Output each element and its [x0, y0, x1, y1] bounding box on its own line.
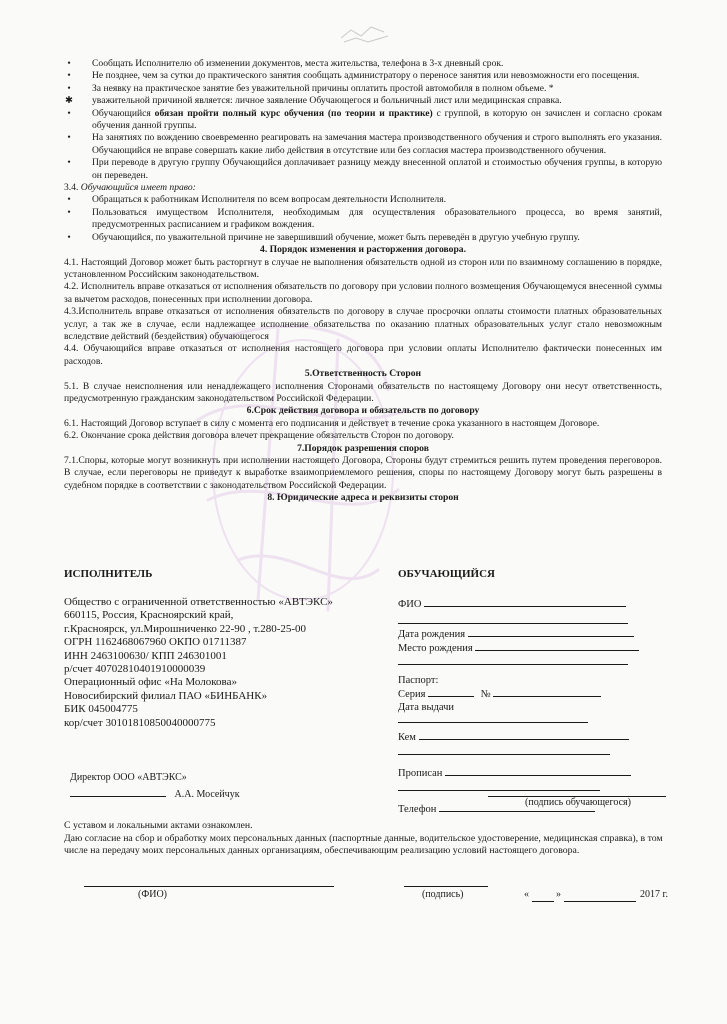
number-label: № — [480, 689, 491, 700]
clause-5-1: 5.1. В случае неисполнения или ненадлежащего исполнения Сторонами обязательств по настоящему Договору они несут ответственность, предусмотренную гражданским законодательством Российской Федерации. — [64, 380, 662, 404]
charter-acknowledged: С уставом и локальными актами ознакомлен. — [64, 820, 253, 831]
bullet-icon: • — [67, 107, 71, 119]
executor-line: Общество с ограниченной ответственностью «АВТЭКС» — [64, 596, 333, 608]
ink-smudge-mark — [336, 18, 396, 48]
issue-date-label: Дата выдачи — [398, 702, 455, 713]
consent-signature-caption: (подпись) — [422, 889, 464, 900]
birth-place-label: Место рождения — [398, 643, 473, 654]
student-signature-block — [488, 786, 668, 808]
number-input-line[interactable] — [493, 686, 601, 697]
bullet-icon: • — [67, 157, 71, 169]
section-6-heading: 6.Срок действия договора и обязательств по договору — [246, 405, 480, 417]
date-open-quote: « — [524, 889, 529, 900]
director-name: А.А. Мосейчук — [174, 789, 240, 800]
executor-line: 660115, Россия, Красноярский край, — [64, 609, 234, 622]
section-8-heading: 8. Юридические адреса и реквизиты сторон — [267, 492, 459, 504]
bullet-icon: • — [67, 82, 71, 94]
section-4-heading: 4. Порядок изменения и расторжения договора. — [260, 244, 466, 256]
executor-line: кор/счет 30101810850040000775 — [64, 716, 216, 729]
section-5-heading: 5.Ответственность Сторон — [304, 368, 422, 380]
issue-date-field — [398, 712, 698, 729]
duty-notify-changes — [64, 58, 662, 70]
consent-fio-line[interactable] — [84, 876, 334, 887]
paragraph-text: Не позднее, чем за сутки до практического занятия сообщать администратору о переносе занятия или невозможности его посещения. — [92, 70, 640, 82]
right-use-property — [64, 207, 662, 232]
paragraph-text: Обучающийся — [92, 107, 155, 119]
issued-by-input-line-2[interactable] — [398, 744, 610, 755]
contract-body — [64, 58, 662, 505]
passport-label: Паспорт: — [398, 675, 439, 686]
duty-group-transfer-payment — [64, 157, 662, 182]
student-signature-caption: (подпись обучающегося) — [525, 797, 631, 808]
duty-full-course — [64, 108, 662, 133]
paragraph-bold-text: обязан пройти полный курс обучения (по теории и практике) — [154, 107, 433, 119]
paragraph-text: За неявку на практическое занятие без уважительной причины оплатить простой автомобиля в полном объеме. * — [92, 82, 554, 94]
issued-by-label: Кем — [398, 732, 416, 743]
clause-4-4: 4.4. Обучающийся вправе отказаться от исполнения настоящего договора при условии оплаты Исполнителю фактически понесенных им расходов. — [64, 343, 662, 367]
right-transfer-group — [64, 232, 662, 244]
consent-signature-row — [64, 876, 684, 916]
fio-field — [398, 596, 698, 613]
paragraph-text: Обращаться к работникам Исполнителя по всем вопросам деятельности Исполнителя. — [92, 194, 447, 206]
section-number: 3.4. — [64, 182, 79, 194]
section-7-heading: 7.Порядок разрешения споров — [297, 442, 429, 454]
registered-input-line[interactable] — [445, 765, 631, 776]
personal-data-consent: Даю согласие на сбор и обработку моих персональных данных (паспортные данные, водительское удостоверение, медицинская справка), в том числе на передачу моих персональных данных организациям, обеспечивающим реализацию условий настоящего договора. — [64, 832, 663, 857]
paragraph-text: с группой, в которую он зачислен и согласно срокам обучения данной группы. — [92, 107, 662, 132]
student-signature-line[interactable] — [488, 786, 666, 797]
fio-input-line-2[interactable] — [398, 613, 628, 624]
bullet-icon: • — [67, 70, 71, 82]
bullet-icon: • — [67, 206, 71, 218]
fio-label: ФИО — [398, 599, 422, 610]
birth-place-input-line[interactable] — [475, 640, 639, 651]
bullet-icon: • — [67, 231, 71, 243]
registered-label: Прописан — [398, 768, 443, 779]
right-contact-executor — [64, 194, 662, 206]
executor-line: Новосибирский филиал ПАО «БИНБАНК» — [64, 689, 268, 702]
duty-pay-absence — [64, 83, 662, 95]
consent-signature-line[interactable] — [404, 876, 488, 887]
fio-input-line[interactable] — [424, 596, 626, 607]
paragraph-text: Обучающийся, по уважительной причине не завершивший обучение, может быть переведён в другую учебную группу. — [92, 231, 580, 243]
executor-line: г.Красноярск, ул.Мирошниченко 22-90 , т.280-25-00 — [64, 622, 307, 635]
clause-4-1: 4.1. Настоящий Договор может быть расторгнут в случае не выполнения обязательств одной из сторон или по взаимному соглашению в порядке, установленном Российским законодательством. — [64, 256, 662, 280]
phone-label: Телефон — [398, 804, 437, 815]
section-3-4-title — [64, 182, 662, 194]
consent-block — [64, 820, 684, 858]
executor-column — [64, 568, 384, 800]
paragraph-text: уважительной причиной является: личное заявление Обучающегося и больничный лист или медицинская справка. — [92, 95, 562, 107]
date-day-line[interactable] — [532, 891, 554, 902]
student-heading: ОБУЧАЮЩИЙСЯ — [398, 568, 495, 580]
issued-by-field-continued — [398, 744, 698, 761]
executor-heading: ИСПОЛНИТЕЛЬ — [64, 568, 153, 580]
paragraph-text: Пользоваться имуществом Исполнителя, необходимым для осуществления образовательного процесса, во время занятий, предусмотренных расписанием и графиком вождения. — [92, 206, 662, 231]
paragraph-text: При переводе в другую группу Обучающийся доплачивает разницу между внесенной оплатой и стоимостью обучения группы, в которую он переведен. — [92, 157, 662, 181]
executor-line: ОГРН 1162468067960 ОКПО 01711387 — [64, 636, 247, 649]
director-signature-line — [70, 786, 166, 797]
date-close-quote: » — [556, 889, 561, 900]
birth-date-input-line[interactable] — [468, 626, 634, 637]
consent-fio-caption: (ФИО) — [138, 889, 168, 900]
date-month-line[interactable] — [564, 891, 636, 902]
clause-6-2: 6.2. Окончание срока действия договора влечет прекращение обязательств Сторон по договору. — [64, 430, 454, 442]
director-signature-row — [70, 786, 240, 800]
valid-reason-note — [64, 95, 662, 107]
duty-notify-reschedule — [64, 70, 662, 82]
clause-7-1: 7.1.Споры, которые могут возникнуть при исполнении настоящего Договора, Стороны будут стремиться решить путем проведения переговоров. В случае, если переговоры не приведут к выработке взаимоприемлемого решения, споры по настоящему Договору могут быть разрешены в судебном порядке в соответствии с законодательством Российской Федерации. — [64, 455, 662, 491]
bullet-icon: • — [67, 58, 71, 69]
birth-place-field-continued — [398, 654, 698, 671]
clause-6-1: 6.1. Настоящий Договор вступает в силу с момента его подписания и действует в течение срока указанного в настоящем Договоре. — [64, 417, 600, 429]
executor-line: БИК 045004775 — [64, 703, 138, 716]
issued-by-input-line[interactable] — [419, 729, 629, 740]
section-title: Обучающийся имеет право: — [80, 182, 196, 194]
birth-place-input-line-2[interactable] — [398, 654, 628, 665]
bullet-icon: • — [67, 132, 71, 144]
asterisk-icon: ✱ — [64, 95, 74, 107]
series-label: Серия — [398, 689, 426, 700]
clause-4-2: 4.2. Исполнитель вправе отказаться от исполнения обязательств по договору при условии полного возмещения Обучающемуся внесенной суммы за вычетом расходов, понесенных при исполнении договора. — [64, 281, 662, 305]
bullet-icon: • — [67, 194, 71, 206]
birth-date-label: Дата рождения — [398, 629, 466, 640]
director-title: Директор ООО «АВТЭКС» — [70, 772, 187, 783]
date-year: 2017 г. — [640, 889, 668, 900]
duty-follow-instructor — [64, 132, 662, 157]
executor-line: Операционный офис «На Молокова» — [64, 676, 237, 689]
series-input-line[interactable] — [428, 686, 474, 697]
issue-date-input-line[interactable] — [398, 712, 588, 723]
student-column — [398, 568, 698, 818]
paragraph-text: На занятиях по вождению своевременно реагировать на замечания мастера производственного обучения и строго выполнять его указания. Обучающийся не вправе совершать какие либо действия в отсутствие или без согласия мастера производственного обучения. — [92, 132, 662, 156]
paragraph-text: Сообщать Исполнителю об изменении документов, места жительства, телефона в 3-х дневный срок. — [92, 58, 504, 69]
clause-4-3: 4.3.Исполнитель вправе отказаться от исполнения обязательств по договору в случае просрочки оплаты стоимости платных образовательных услуг, а так же в случае, если надлежащее исполнение обязательства по оказанию платных образовательных услуг стало невозможным вследствие действий (бездействия) обучающегося — [64, 306, 662, 342]
executor-line: р/счет 40702810401910000039 — [64, 663, 206, 676]
executor-line: ИНН 2463100630/ КПП 246301001 — [64, 649, 227, 662]
